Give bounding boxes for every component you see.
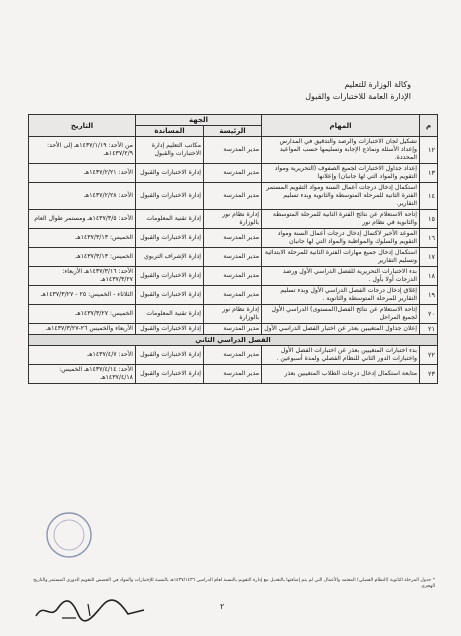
col-task: المهام — [262, 115, 420, 137]
row-number: ١٣ — [420, 164, 438, 183]
row-number: ٢٣ — [420, 365, 438, 384]
row-support: إدارة الاختبارات والقبول — [136, 365, 204, 384]
row-task: إغلاق إدخال درجات الفصل الدراسي الأول وبدء تسليم التقارير للمرحلة المتوسطة والثانوية . — [262, 286, 420, 305]
row-support: إدارة تقنية المعلومات — [136, 210, 204, 229]
signature — [32, 596, 152, 624]
row-number: ١٥ — [420, 210, 438, 229]
row-support: مكاتب التعليم إدارة الاختبارات والقبول — [136, 137, 204, 164]
col-group: الجهة — [136, 115, 262, 126]
row-support: إدارة الاختبارات والقبول — [136, 164, 204, 183]
row-task: استكمال إدخال درجات أعمال السنة ومواد التقويم المستمر الفترة الثانية للمرحلة المتوسطة والثانوية وبدء تسليم التقارير. — [262, 183, 420, 210]
table-row — [29, 183, 438, 210]
row-responsible: مدير المدرسة — [204, 324, 262, 335]
table-row — [29, 210, 438, 229]
col-num: م — [420, 115, 438, 137]
row-date: من الأحد: ١٤٣٧/١/١٩هـ إلى الأحد: ١٤٣٧/٢/٩هـ — [29, 137, 136, 164]
section-band-row — [29, 335, 438, 346]
department-title: الإدارة العامة للاختبارات والقبول — [305, 92, 411, 101]
table-row — [29, 137, 438, 164]
row-support: إدارة الاختبارات والقبول — [136, 229, 204, 248]
table-row — [29, 324, 438, 335]
row-task: بدء الاختبارات التحريرية للفصل الدراسي الأول ورصد الدرجات أولا بأول . — [262, 267, 420, 286]
ministry-agency-title: وكالة الوزارة للتعليم — [344, 80, 411, 89]
table-row — [29, 346, 438, 365]
row-task: الموعد الأخير لاكتمال إدخال درجات أعمال السنة ومواد التقويم والسلوك والمواظبة والمواد التي لها جانبان — [262, 229, 420, 248]
table-row — [29, 164, 438, 183]
row-support: إدارة تقنية المعلومات — [136, 305, 204, 324]
row-responsible: مدير المدرسة — [204, 164, 262, 183]
row-support: إدارة الاختبارات والقبول — [136, 346, 204, 365]
table-header-group-row — [29, 115, 438, 126]
row-date: الأحد: ١٤٣٧/٣/٥هـ ومستمر طوال العام — [29, 210, 136, 229]
row-date: الخميس: ١٤٣٧/٣/١٣هـ — [29, 229, 136, 248]
row-date: الثلاثاء - الخميس: ٢٥ - ١٤٣٧/٣/٢٧هـ — [29, 286, 136, 305]
row-date: الأحد: ١٤٣٧/٤/٧هـ — [29, 346, 136, 365]
schedule-table — [28, 114, 438, 384]
row-date: الأحد: ١٤٣٧/٤/١٤هـ الخميس: ١٤٣٧/٤/١٨هـ — [29, 365, 136, 384]
row-support: إدارة الاختبارات والقبول — [136, 183, 204, 210]
row-number: ٢٠ — [420, 305, 438, 324]
row-number: ٢٢ — [420, 346, 438, 365]
row-responsible: إدارة نظام نور بالوزارة — [204, 305, 262, 324]
row-support: إدارة الاختبارات والقبول — [136, 324, 204, 335]
row-responsible: مدير المدرسة — [204, 286, 262, 305]
row-task: إتاحة الاستعلام عن نتائج الفترة الثانية للمرحلة المتوسطة والثانوية في نظام نور — [262, 210, 420, 229]
row-task: بدء اختبارات المتغيبين بعذر عن اختبارات الفصل الأول واختبارات الدور الثاني للنظام الفصلي ولمدة أسبوعين . — [262, 346, 420, 365]
table-row — [29, 248, 438, 267]
row-number: ١٩ — [420, 286, 438, 305]
row-support: إدارة الاختبارات والقبول — [136, 267, 204, 286]
footnote: * جدول المرحلة الثانوية (النظام الفصلي) المعتمد والأعمال التي لم يتم إضافتها بالتعديل مع إدارة التقويم بالنسبة لعام الدراسي ١٤٣٧/١٤٣٦هـ بالنسبة للإختبارات والمواد في الحصص للتقويم الدوري المستمر والتاريخ الهجري — [33, 578, 435, 589]
table-row — [29, 267, 438, 286]
row-number: ١٤ — [420, 183, 438, 210]
table-row — [29, 365, 438, 384]
page-number: ٢ — [220, 602, 225, 611]
row-number: ١٨ — [420, 267, 438, 286]
row-date: الأحد: ١٤٣٧/٢/٢٨هـ — [29, 183, 136, 210]
row-task: متابعة استكمال إدخال درجات الطلاب المتغيبين بعذر — [262, 365, 420, 384]
table-row — [29, 286, 438, 305]
col-responsible: الرئيسة — [204, 126, 262, 137]
row-number: ١٢ — [420, 137, 438, 164]
row-task: تشكيل لجان الاختبارات والرصد والتدقيق في المدارس وإعداد الأسئلة ونماذج الإجابة وتسليمها حسب المواعيد المحددة. — [262, 137, 420, 164]
row-responsible: مدير المدرسة — [204, 267, 262, 286]
row-number: ١٦ — [420, 229, 438, 248]
row-task: إعداد جداول الاختبارات لجميع الصفوف (التحريرية ومواد التقويم والمواد التي لها جانبان) وإعلانها — [262, 164, 420, 183]
row-responsible: مدير المدرسة — [204, 229, 262, 248]
row-task: إتاحة الاستعلام عن نتائج الفصل(المستوى) الدراسي الأول لجميع المراحل — [262, 305, 420, 324]
official-stamp — [44, 510, 94, 560]
table-row — [29, 229, 438, 248]
row-number: ٢١ — [420, 324, 438, 335]
row-date: الأربعاء والخميس ٢٦-١٤٣٧/٣/٢٧هـ — [29, 324, 136, 335]
row-responsible: مدير المدرسة — [204, 365, 262, 384]
row-responsible: مدير المدرسة — [204, 137, 262, 164]
row-responsible: إدارة نظام نور بالوزارة — [204, 210, 262, 229]
row-responsible: مدير المدرسة — [204, 346, 262, 365]
row-task: إعلان جداول المتغيبين بعذر عن اختبار الفصل الدراسي الأول — [262, 324, 420, 335]
row-responsible: مدير المدرسة — [204, 248, 262, 267]
row-support: إدارة الاختبارات والقبول — [136, 286, 204, 305]
col-date: التاريخ — [29, 115, 136, 137]
row-date: الخميس: ١٤٣٧/٣/١٣هـ — [29, 248, 136, 267]
col-support: المساندة — [136, 126, 204, 137]
row-date: الأحد: ١٤٣٧/٣/١٦هـ الأربعاء: ١٤٣٧/٣/٢٧هـ — [29, 267, 136, 286]
row-task: استكمال إدخال جميع مهارات الفترة الثانية للمرحلة الابتدائية وتسليم التقارير — [262, 248, 420, 267]
row-date: الخميس: ١٤٣٧/٣/٢٧هـ — [29, 305, 136, 324]
row-date: الأحد: ١٤٣٧/٢/٢١هـ — [29, 164, 136, 183]
row-support: إدارة الإشراف التربوي — [136, 248, 204, 267]
table-row — [29, 305, 438, 324]
section-band: الفصل الدراسي الثاني — [29, 335, 438, 346]
row-number: ١٧ — [420, 248, 438, 267]
row-responsible: مدير المدرسة — [204, 183, 262, 210]
